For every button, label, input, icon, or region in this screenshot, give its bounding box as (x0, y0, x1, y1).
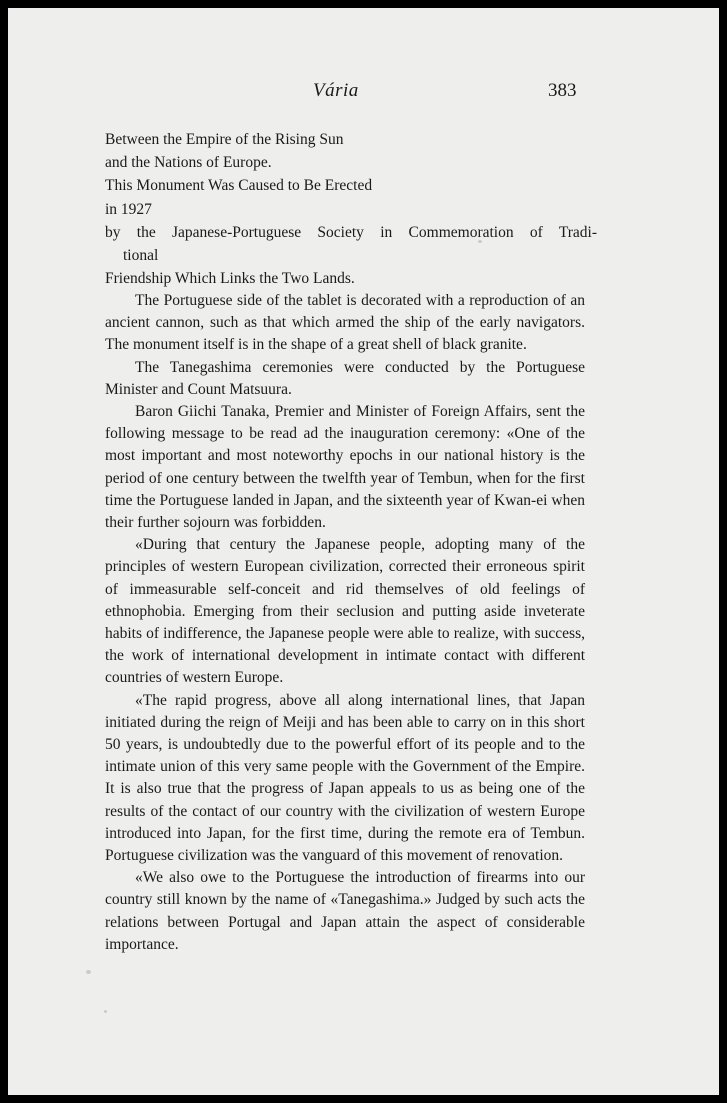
inscription-line: and the Nations of Europe. (105, 154, 272, 172)
scanned-page (8, 8, 719, 1095)
inscription-line: tional (123, 247, 159, 265)
scan-speck (478, 240, 482, 243)
inscription-line: in 1927 (105, 200, 152, 218)
scan-speck (86, 970, 91, 974)
inscription-line: Between the Empire of the Rising Sun (105, 131, 344, 148)
inscription-line: by the Japanese-Portuguese Society in Commemoration of Tradi- (105, 223, 597, 241)
running-head (8, 80, 719, 110)
inscription-line: Friendship Which Links the Two Lands. (105, 270, 355, 288)
running-head-title: Vária (313, 80, 359, 101)
scan-speck (104, 1010, 107, 1013)
inscription-line: This Monument Was Caused to Be Erected (105, 177, 373, 195)
monument-inscription (105, 128, 605, 290)
paragraph: «We also owe to the Portuguese the introduction of firearms into our country still known by the name of «Tanegashima.» Judged by such acts the relations between Portugal and Japan attain the aspect of considerable importance. (105, 869, 585, 953)
paragraph: Baron Giichi Tanaka, Premier and Minister of Foreign Affairs, sent the following message to be read ad the inauguration ceremony: «One of the most important and most noteworthy epochs in our national history is the period of one century between the twelfth year of Tembun, when for the first time the Portuguese landed in Japan, and the sixteenth year of Kwan-ei when their further sojourn was forbidden. (105, 403, 585, 532)
paragraph: «The rapid progress, above all along international lines, that Japan initiated during the reign of Meiji and has been able to carry on in this short 50 years, is undoubtedly due to the powerful effort of its people and to the intimate union of this very same people with the Government of the Empire. It is also true that the progress of Japan appeals to us as being one of the results of the contact of our country with the civilization of western Europe introduced into Japan, for the first time, during the remote era of Tembun. Portuguese civilization was the vanguard of this movement of renovation. (105, 691, 585, 865)
body-text (105, 290, 585, 956)
page-number: 383 (548, 80, 577, 101)
paragraph: «During that century the Japanese people, adopting many of the principles of western European civilization, corrected their erroneous spirit of immeasurable self-conceit and rid themselves of old feelings of ethnophobia. Emerging from their seclusion and putting aside inveterate habits of indifference, the Japanese people were able to realize, with success, the work of international development in intimate contact with different countries of western Europe. (105, 536, 585, 687)
paragraph: The Tanegashima ceremonies were conducted by the Portuguese Minister and Count Matsuura. (105, 358, 585, 398)
paragraph: The Portuguese side of the tablet is decorated with a reproduction of an ancient cannon, such as that which armed the ship of the early navigators. The monument itself is in the shape of a great shell of black granite. (105, 292, 585, 354)
